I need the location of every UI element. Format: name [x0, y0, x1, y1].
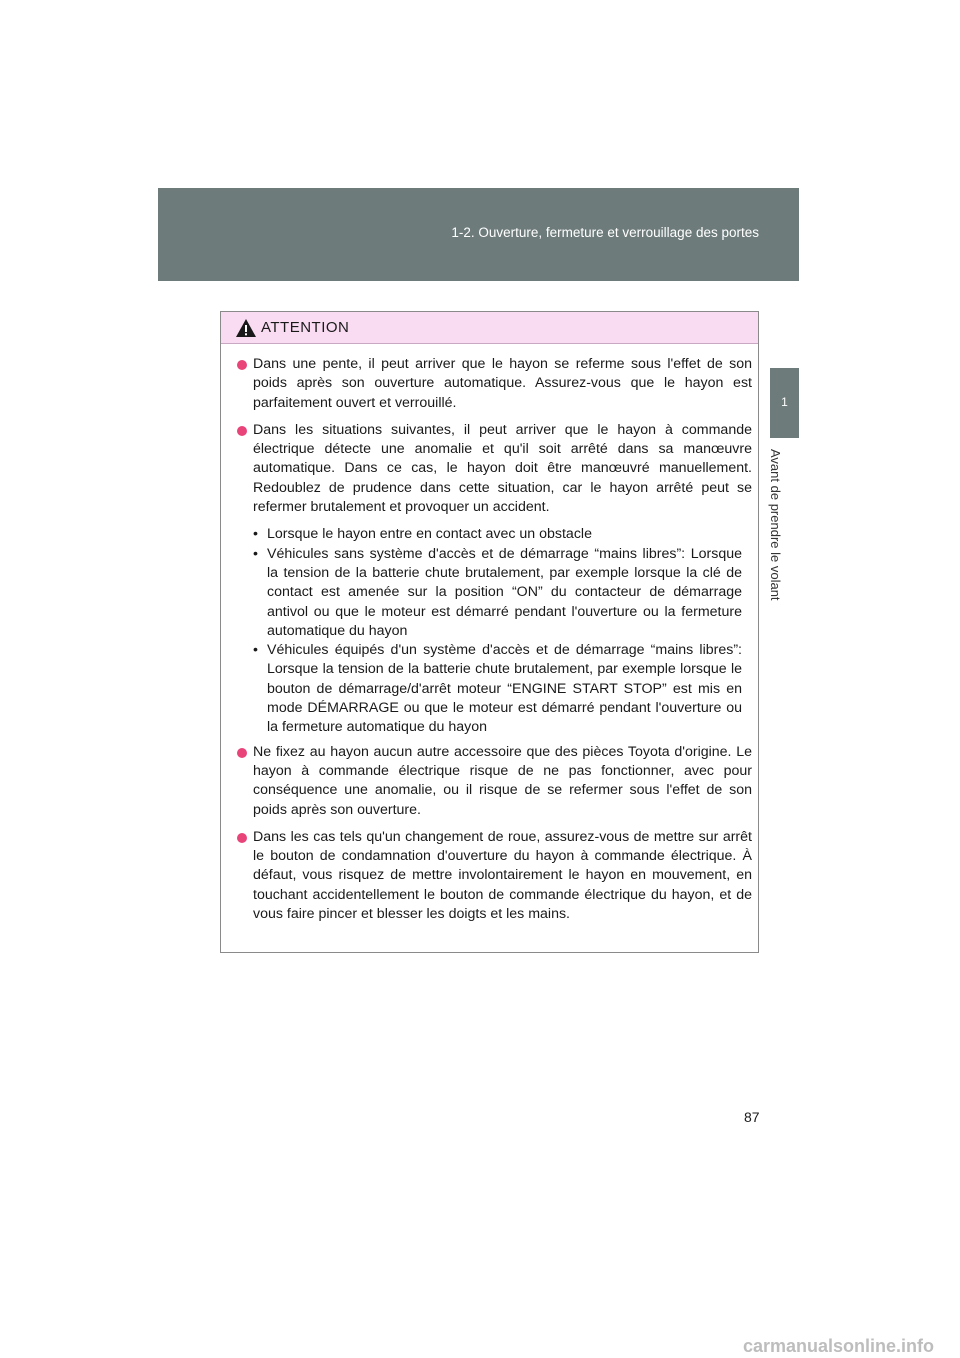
warning-bullet	[235, 828, 752, 924]
list-item	[253, 525, 742, 544]
chapter-label: Avant de prendre le volant	[768, 449, 783, 601]
warning-bullet	[235, 743, 752, 820]
chapter-tab[interactable]	[770, 368, 799, 438]
bullet-dot-icon	[237, 833, 247, 843]
list-mark: •	[253, 526, 258, 543]
list-mark: •	[253, 545, 258, 562]
warning-body	[221, 344, 758, 924]
warning-bullet	[235, 421, 752, 517]
bullet-dot-icon	[237, 360, 247, 370]
bullet-text: Dans les situations suivantes, il peut arriver que le hayon à commande électrique détecte une anomalie et qu'il soit arrêté dans sa manœuvre automatique. Dans ce cas, le hayon doit être manœuvré manuellement. Redoublez de prudence dans cette situation, car le hayon arrêté peut se refermer brutalement et provoquer un accident.	[253, 421, 752, 516]
bullet-text: Ne fixez au hayon aucun autre accessoire que des pièces Toyota d'origine. Le hayon à commande électrique risque de ne pas fonctionner, avec pour conséquence une anomalie, ou il risque de se refermer sous l'effet de son poids après son ouverture.	[253, 743, 752, 818]
situation-list	[253, 525, 742, 737]
list-item	[253, 641, 742, 737]
warning-box	[220, 311, 759, 953]
chapter-label-container	[758, 449, 808, 619]
list-item-text: Véhicules sans système d'accès et de démarrage “mains libres”: Lorsque la tension de la batterie chute brutalement, par exemple lorsque la clé de contact est amenée sur la position “ON” du contacteur de démarrage antivol ou que le moteur est démarré pendant l'ouverture ou la fermeture automatique du hayon	[267, 545, 742, 639]
list-item-text: Véhicules équipés d'un système d'accès et de démarrage “mains libres”: Lorsque la tension de la batterie chute brutalement, par exemple lorsque le bouton de démarrage/d'arrêt moteur “ENGINE START STOP” est mis en mode DÉMARRAGE ou que le moteur est démarré pendant l'ouverture ou la fermeture automatique du hayon	[267, 642, 742, 736]
header-band	[158, 188, 799, 281]
chapter-number: 1	[781, 395, 788, 409]
watermark[interactable]: carmanualsonline.info	[743, 1336, 935, 1356]
bullet-dot-icon	[237, 748, 247, 758]
warning-bullet	[235, 355, 752, 413]
bullet-dot-icon	[237, 426, 247, 436]
warning-header	[221, 312, 758, 344]
list-item-text: Lorsque le hayon entre en contact avec un obstacle	[267, 526, 592, 543]
section-title: 1-2. Ouverture, fermeture et verrouillage des portes	[451, 225, 759, 240]
list-mark: •	[253, 642, 258, 659]
warning-title: ATTENTION	[261, 319, 350, 336]
bullet-text: Dans les cas tels qu'un changement de roue, assurez-vous de mettre sur arrêt le bouton de condamnation d'ouverture du hayon à commande électrique. À défaut, vous risquez de mettre involontairement le hayon en mouvement, en touchant accidentellement le bouton de commande électrique du hayon, et de vous faire pincer et blesser les doigts et les mains.	[253, 828, 752, 923]
page-number: 87	[744, 1109, 760, 1125]
list-item	[253, 545, 742, 641]
warning-triangle-icon	[235, 318, 257, 338]
bullet-text: Dans une pente, il peut arriver que le hayon se referme sous l'effet de son poids après son ouverture automatique. Assurez-vous que le hayon est parfaitement ouvert et verrouillé.	[253, 356, 752, 411]
